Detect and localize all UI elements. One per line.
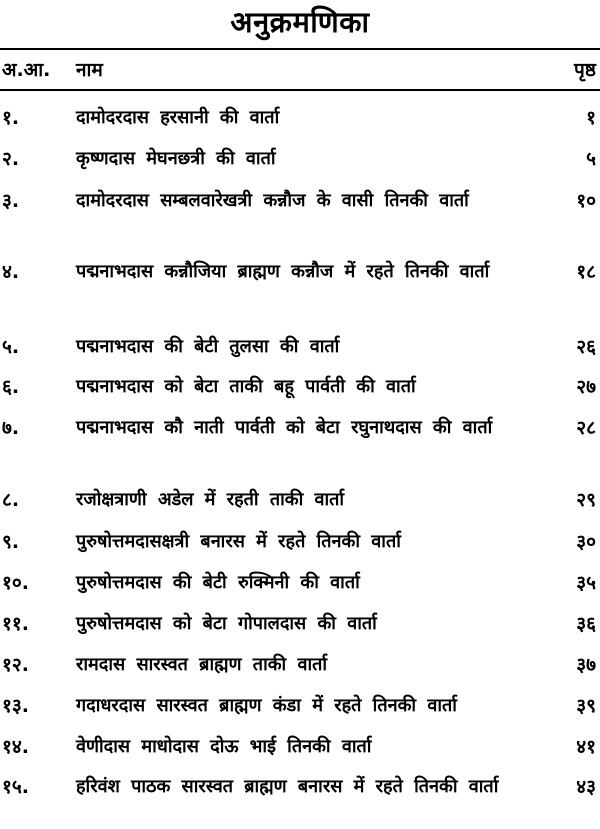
entry-name: पद्मनाभदास कन्नौजिया ब्राह्मण कन्नौज में रहते तिनकी वार्ता xyxy=(76,261,490,282)
entry-page: २८ xyxy=(576,417,596,439)
entry-page: १० xyxy=(576,190,596,212)
entry-name: पुरुषोत्तमदास की बेटी रुक्मिनी की वार्ता xyxy=(76,572,360,593)
entry-page: ५ xyxy=(586,148,596,170)
entry-page: १ xyxy=(586,107,596,129)
entry-number: ६. xyxy=(2,376,20,398)
entry-number: १४. xyxy=(2,736,29,758)
entry-page: ४१ xyxy=(576,736,596,758)
entry-number: १०. xyxy=(2,572,29,594)
entry-number: २. xyxy=(2,148,20,170)
entry-page: ३६ xyxy=(576,613,596,635)
page-title: अनुक्रमणिका xyxy=(230,5,370,39)
entry-name: दामोदरदास हरसानी की वार्ता xyxy=(76,107,280,128)
entry-name: पुरुषोत्तमदास को बेटा गोपालदास की वार्ता xyxy=(76,613,377,634)
entry-number: ८. xyxy=(2,489,20,511)
entry-name: पद्मनाभदास को बेटा ताकी बहू पार्वती की वार्ता xyxy=(76,376,416,397)
entry-number: १. xyxy=(2,107,20,129)
entry-number: ७. xyxy=(2,417,20,439)
entry-name: पद्मनाभदास की बेटी तुलसा की वार्ता xyxy=(76,336,340,357)
entry-page: ४३ xyxy=(576,776,596,798)
entry-page: ३९ xyxy=(576,695,596,717)
entry-name: गदाधरदास सारस्वत ब्राह्मण कंडा में रहते तिनकी वार्ता xyxy=(76,695,457,716)
entry-page: ३५ xyxy=(576,572,596,594)
entry-number: ४. xyxy=(2,261,20,283)
entry-name: रामदास सारस्वत ब्राह्मण ताकी वार्ता xyxy=(76,654,328,675)
entry-page: ३७ xyxy=(576,654,596,676)
entry-number: १५. xyxy=(2,776,29,798)
entry-name: हरिवंश पाठक सारस्वत ब्राह्मण बनारस में रहते तिनकी वार्ता xyxy=(76,776,499,797)
entry-name: पुरुषोत्तमदासक्षत्री बनारस में रहते तिनकी वार्ता xyxy=(76,531,401,552)
entry-number: ५. xyxy=(2,336,20,358)
entry-number: ३. xyxy=(2,190,20,212)
entry-page: २९ xyxy=(576,489,596,511)
header-top-rule xyxy=(0,48,600,50)
entry-name: रजोक्षत्राणी अडेल में रहती ताकी वार्ता xyxy=(76,489,345,510)
entry-name: पद्मनाभदास कौ नाती पार्वती को बेटा रघुनाथदास की वार्ता xyxy=(76,417,493,438)
entry-name: वेणीदास माधोदास दोऊ भाई तिनकी वार्ता xyxy=(76,736,372,757)
entry-page: २६ xyxy=(576,336,596,358)
entry-number: ११. xyxy=(2,613,29,635)
header-serial-number: अ.आ. xyxy=(2,59,51,81)
entry-number: १३. xyxy=(2,695,29,717)
entry-number: ९. xyxy=(2,531,20,553)
entry-number: १२. xyxy=(2,654,29,676)
entry-name: कृष्णदास मेघनछत्री की वार्ता xyxy=(76,148,276,169)
header-bottom-rule xyxy=(0,89,600,91)
entry-page: १८ xyxy=(576,261,596,283)
header-page: पृष्ठ xyxy=(574,59,596,81)
entry-page: ३० xyxy=(576,531,596,553)
header-name: नाम xyxy=(76,59,103,81)
entry-page: २७ xyxy=(576,376,596,398)
entry-name: दामोदरदास सम्बलवारेखत्री कन्नौज के वासी तिनकी वार्ता xyxy=(76,190,469,211)
